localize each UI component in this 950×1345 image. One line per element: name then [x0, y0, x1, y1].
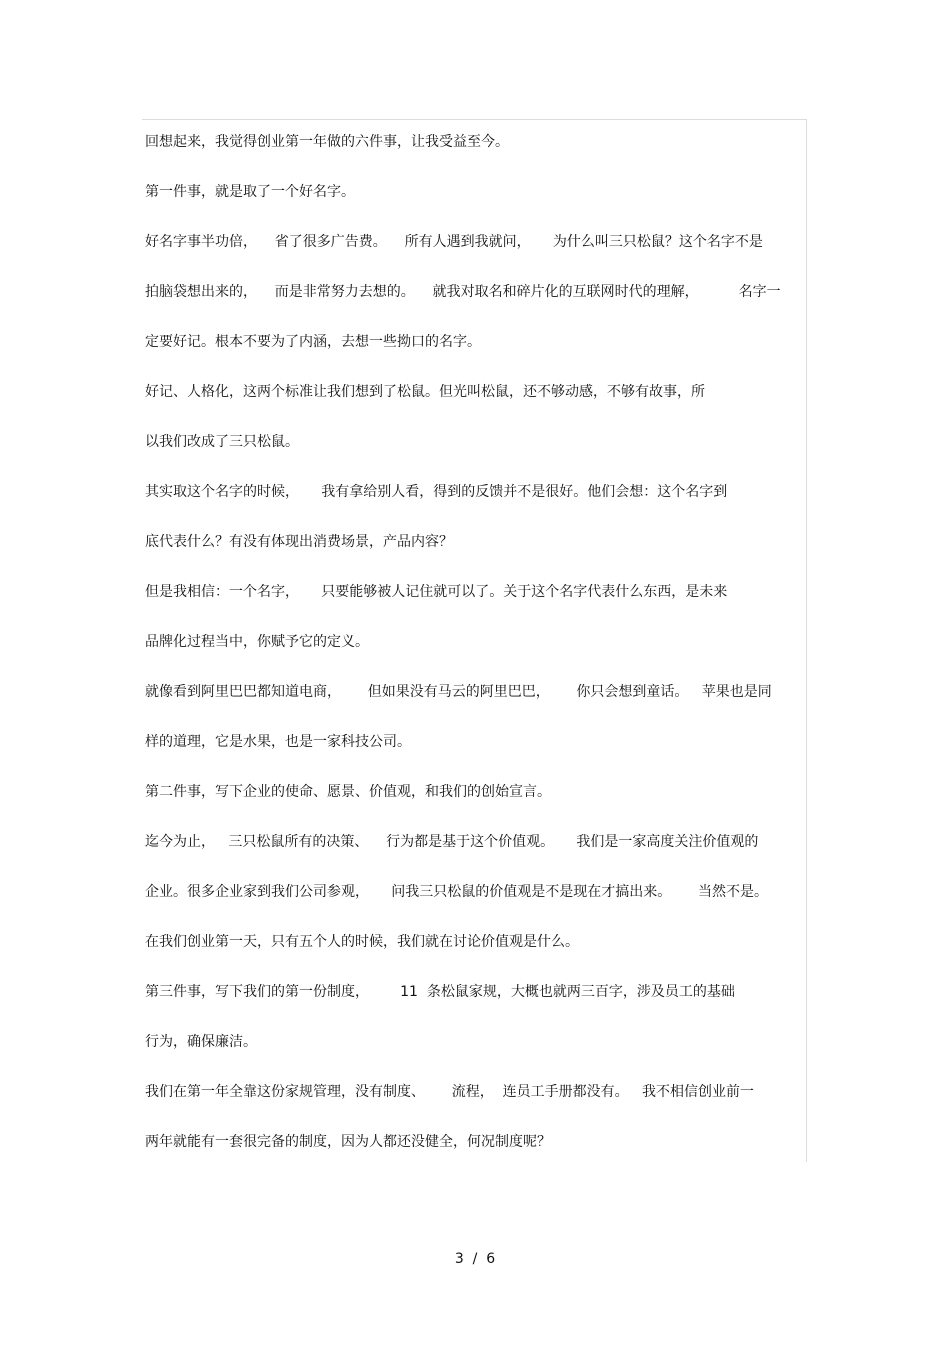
- paragraph-line-17: 在我们创业第一天，只有五个人的时候，我们就在讨论价值观是什么。: [145, 934, 579, 950]
- paragraph-line-20: 我们在第一年全靠这份家规管理，没有制度、 流程， 连员工手册都没有。 我不相信创业前一: [145, 1084, 754, 1100]
- paragraph-line-19: 行为，确保廉洁。: [145, 1034, 257, 1050]
- paragraph-line-12: 就像看到阿里巴巴都知道电商， 但如果没有马云的阿里巴巴， 你只会想到童话。 苹果也是同: [145, 684, 772, 700]
- paragraph-line-3: 好名字事半功倍， 省了很多广告费。 所有人遇到我就问， 为什么叫三只松鼠？这个名字不是: [145, 234, 763, 250]
- paragraph-line-18: 第三件事，写下我们的第一份制度， 11 条松鼠家规，大概也就两三百字，涉及员工的基础: [145, 984, 735, 1000]
- paragraph-line-13: 样的道理，它是水果，也是一家科技公司。: [145, 734, 411, 750]
- paragraph-line-4: 拍脑袋想出来的， 而是非常努力去想的。 就我对取名和碎片化的互联网时代的理解， 名字一: [145, 284, 781, 300]
- paragraph-line-14: 第二件事，写下企业的使命、愿景、价值观，和我们的创始宣言。: [145, 784, 551, 800]
- paragraph-line-10: 但是我相信：一个名字， 只要能够被人记住就可以了。关于这个名字代表什么东西，是未来: [145, 584, 728, 600]
- paragraph-line-5: 定要好记。根本不要为了内涵，去想一些拗口的名字。: [145, 334, 481, 350]
- paragraph-line-7: 以我们改成了三只松鼠。: [145, 434, 299, 450]
- paragraph-line-11: 品牌化过程当中，你赋予它的定义。: [145, 634, 369, 650]
- page-number: 3 / 6: [454, 1251, 496, 1267]
- paragraph-line-2: 第一件事，就是取了一个好名字。: [145, 184, 355, 200]
- paragraph-line-1: 回想起来，我觉得创业第一年做的六件事，让我受益至今。: [145, 134, 509, 150]
- paragraph-line-21: 两年就能有一套很完备的制度，因为人都还没健全，何况制度呢？: [145, 1134, 551, 1150]
- paragraph-line-6: 好记、人格化，这两个标准让我们想到了松鼠。但光叫松鼠，还不够动感，不够有故事，所: [145, 384, 705, 400]
- paragraph-line-8: 其实取这个名字的时候， 我有拿给别人看，得到的反馈并不是很好。他们会想：这个名字到: [145, 484, 728, 500]
- paragraph-line-9: 底代表什么？有没有体现出消费场景，产品内容？: [145, 534, 453, 550]
- paragraph-line-16: 企业。很多企业家到我们公司参观， 问我三只松鼠的价值观是不是现在才搞出来。 当然不是。: [145, 884, 768, 900]
- paragraph-line-15: 迄今为止， 三只松鼠所有的决策、 行为都是基于这个价值观。 我们是一家高度关注价值观的: [145, 834, 759, 850]
